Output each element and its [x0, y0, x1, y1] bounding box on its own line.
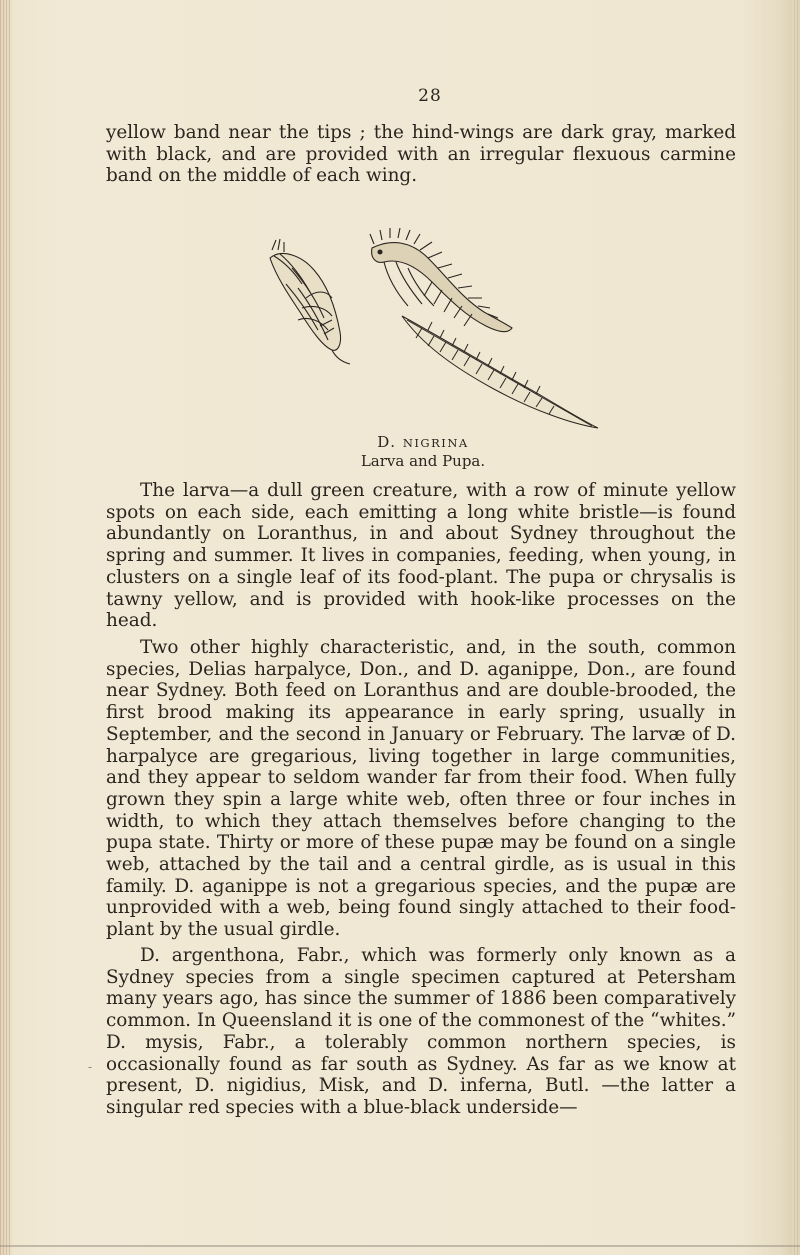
paragraph-4: D. argenthona, Fabr., which was formerly only known as a Sydney species from a single specimen captured at Petersham many years ago, has since the summer of 1886 been comparatively common. In Queensland it is one of the commonest of the “whites.” D. mysis, Fabr., a tolerably common northern species, is occasionally found as far south as Sydney. As far as we know at present, D. nigidius, Misk, and D. inferna, Butl. —the latter a singular red species with a blue-black underside—: [106, 945, 736, 1118]
larva-and-pupa-illustration: [262, 228, 608, 433]
page-edge-right: [792, 0, 800, 1255]
paragraph-3: Two other highly characteristic, and, in the south, common species, Delias harpalyce, Don., and D. aganippe, Don., are found near Sydney. Both feed on Loranthus and are double-brooded, the first brood making its appearance in early spring, usually in September, and the second in January or February. The larvæ of D. harpalyce are gregarious, living together in large communities, and they appear to seldom wander far from their food. When fully grown they spin a large white web, often three or four inches in width, to which they attach themselves before changing to the pupa state. Thirty or more of these pupæ may be found on a single web, attached by the tail and a central girdle, as is usual in this family. D. aganippe is not a gregarious species, and the pupæ are unprovided with a web, being found singly attached to their food-plant by the usual girdle.: [106, 637, 736, 941]
margin-tick-mark: -: [88, 1060, 93, 1074]
page-edge-left: [0, 0, 10, 1255]
page-number: 28: [418, 86, 442, 106]
figure-caption-species: D. NIGRINA: [377, 433, 469, 451]
larva-pupa-engraving-icon: [262, 228, 608, 433]
page-bottom-edge: [0, 1245, 800, 1247]
paragraph-2: The larva—a dull green creature, with a row of minute yellow spots on each side, each emitting a long white bristle—is found abundantly on Loranthus, in and about Sydney throughout the spring and summer. It lives in companies, feeding, when young, in clusters on a single leaf of its food-plant. The pupa or chrysalis is tawny yellow, and is provided with hook-like processes on the head.: [106, 480, 736, 632]
figure-caption-description: Larva and Pupa.: [360, 452, 486, 470]
paragraph-1: yellow band near the tips ; the hind-wings are dark gray, marked with black, and are provided with an irregular flexuous carmine band on the middle of each wing.: [106, 122, 736, 187]
